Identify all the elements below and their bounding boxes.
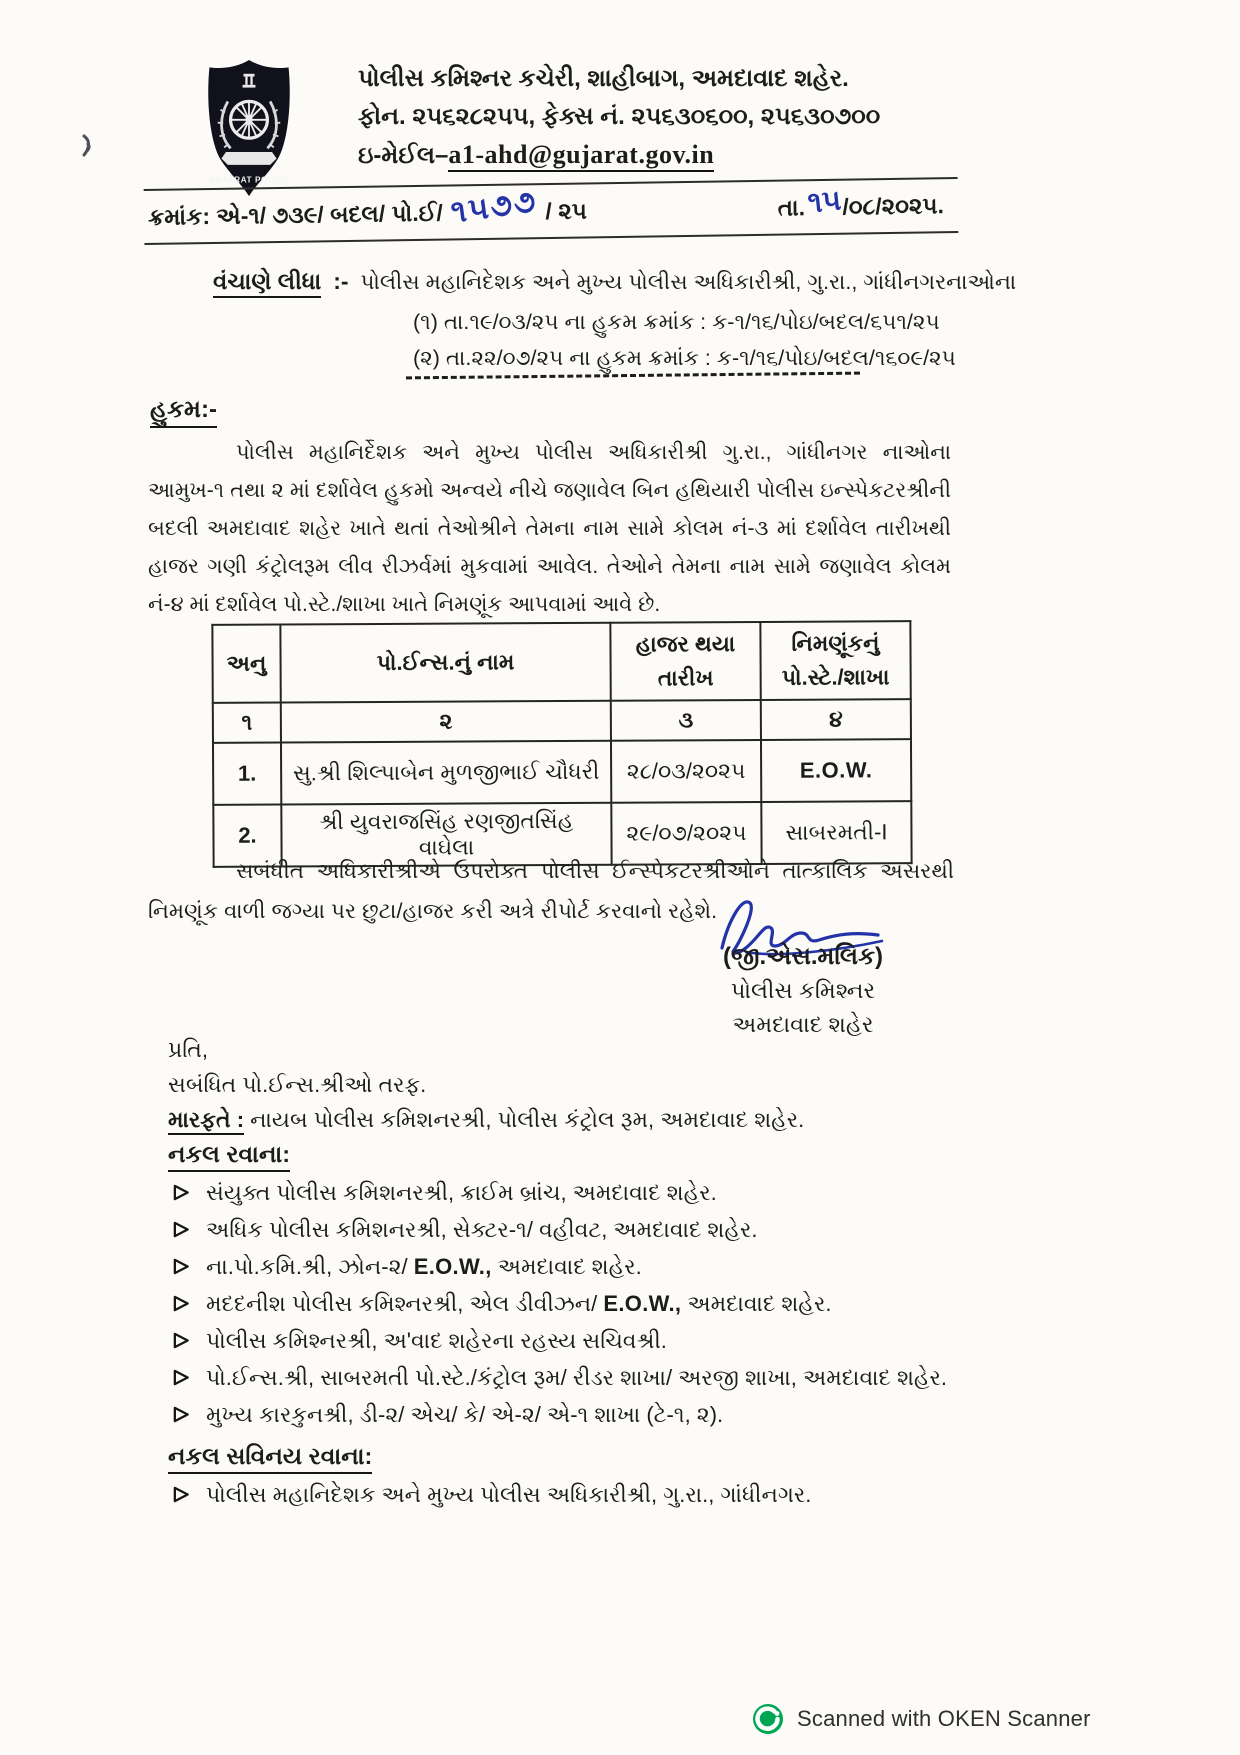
ref-number-prefix: ક્રમાંક: એ-૧/ ૭૩૯/ બદલ/ પો.ઈ/ <box>147 199 443 230</box>
arrow-bullet-icon <box>172 1331 191 1350</box>
office-name: પોલીસ કમિશ્નર કચેરી, શાહીબાગ, અમદાવાદ શહેર. <box>358 65 849 92</box>
row1-posting: E.O.W. <box>761 739 911 802</box>
oken-scanner-icon <box>752 1703 784 1735</box>
letterhead <box>358 60 880 175</box>
column-number-row <box>213 699 911 743</box>
phone-fax-line: ફોન. ૨૫૬૨૮૨૫૫, ફેક્સ નં. ૨૫૬૩૦૬૦૦, ૨૫૬૩૦૭૦૦ <box>358 103 881 130</box>
closing-paragraph: સબંધીત અધિકારીશ્રીએ ઉપરોક્ત પોલીસ ઈન્સ્પેકટરશ્રીઓને તાત્કાલિક અસરથી નિમણૂંક વાળી જગ્યા પર છુટા/હાજર કરી અત્રે રીપોર્ટ કરવાનો રહેશે. <box>148 859 954 923</box>
read-section-label: વંચાણે લીધા <box>213 268 321 298</box>
reference-date <box>777 184 945 223</box>
col-number-3: ૩ <box>611 700 761 741</box>
row1-join-date: ૨૮/૦૩/૨૦૨૫ <box>611 740 761 803</box>
header-serial: અનુ <box>212 624 280 702</box>
respectful-copy-list <box>172 1482 811 1519</box>
order-heading: હુકમ:- <box>150 396 217 428</box>
reference-number <box>147 183 588 234</box>
list-item: પોલીસ કમિશ્નરશ્રી, અ'વાદ શહેરના રહસ્ય સચિવશ્રી. <box>172 1328 947 1365</box>
list-item: પો.ઈન્સ.શ્રી, સાબરમતી પો.સ્ટે./કંટ્રોલ રૂમ/ રીડર શાખા/ અરજી શાખા, અમદાવાદ શહેર. <box>172 1365 947 1402</box>
copy-to-heading: નકલ રવાના: <box>168 1141 290 1172</box>
referred-order-2: (૨) તા.૨૨/૦૭/૨૫ ના હુકમ ક્રમાંક : ક-૧/૧૬/પોઇ/બદલ/૧૬૦૯/૨૫ <box>413 346 956 370</box>
addressee-to: પ્રતિ, <box>168 1037 208 1062</box>
row1-serial: 1. <box>213 742 281 804</box>
wheel-icon <box>231 101 268 138</box>
arrow-bullet-icon <box>172 1368 191 1387</box>
signatory-title: પોલીસ કમિશ્નર <box>730 978 876 1003</box>
ribbon-banner <box>221 152 276 165</box>
gujarat-police-emblem <box>203 55 295 203</box>
scanner-text: Scanned with OKEN Scanner <box>797 1706 1091 1731</box>
header-posting: નિમણૂંકનું પો.સ્ટે./શાખા <box>760 621 910 700</box>
row2-join-date: ૨૯/૦૭/૨૦૨૫ <box>611 802 761 865</box>
arrow-bullet-icon <box>172 1220 191 1239</box>
row2-serial: 2. <box>213 804 281 866</box>
ink-mark <box>80 134 96 158</box>
referred-order-1: (૧) તા.૧૯/૦૩/૨૫ ના હુકમ ક્રમાંક : ક-૧/૧૬/પોઇ/બદલ/૬૫૧/૨૫ <box>413 310 940 334</box>
arrow-bullet-icon <box>172 1183 191 1202</box>
email-label: ઇ-મેઈલ– <box>358 142 449 169</box>
col-number-1: ૧ <box>213 702 281 742</box>
header-join-date: હાજર થયા તારીખ <box>610 622 760 701</box>
ref-number-suffix: / ૨૫ <box>545 197 588 225</box>
list-item: મદદનીશ પોલીસ કમિશ્નરશ્રી, એલ ડીવીઝન/ E.O.W., અમદાવાદ શહેર. <box>172 1291 947 1328</box>
addressee-line: સબંધિત પો.ઈન્સ.શ્રીઓ તરફ. <box>168 1072 427 1097</box>
handwritten-ref-number: ૧૫૭૭ <box>448 183 540 230</box>
list-item: સંયુક્ત પોલીસ કમિશનરશ્રી, ક્રાઈમ બ્રાંચ, અમદાવાદ શહેર. <box>172 1180 947 1217</box>
arrow-bullet-icon <box>172 1485 191 1504</box>
respectful-copy-heading: નકલ સવિનય રવાના: <box>168 1443 372 1474</box>
email-line <box>358 136 880 175</box>
reference-strip <box>144 177 959 245</box>
col-number-2: ૨ <box>281 701 611 743</box>
arrow-bullet-icon <box>172 1257 191 1276</box>
table-header-row <box>212 621 910 703</box>
addressee-block <box>168 1032 804 1137</box>
list-item: ના.પો.કમિ.શ્રી, ઝોન-૨/ E.O.W., અમદાવાદ શહેર. <box>172 1254 947 1291</box>
list-item: અધિક પોલીસ કમિશનરશ્રી, સેક્ટર-૧/ વહીવટ, અમદાવાદ શહેર. <box>172 1217 947 1254</box>
scanner-watermark <box>752 1703 1091 1735</box>
handwritten-date-day: ૧૫ <box>806 184 843 220</box>
arrow-bullet-icon <box>172 1294 191 1313</box>
row2-officer-name: શ્રી યુવરાજસિંહ રણજીતસિંહ વાઘેલા <box>281 803 611 867</box>
date-label: તા. <box>777 194 806 221</box>
logo-text: GUJARAT POLICE <box>208 175 290 185</box>
via-text: નાયબ પોલીસ કમિશનરશ્રી, પોલીસ કંટ્રોલ રૂમ, અમદાવાદ શહેર. <box>250 1107 805 1132</box>
list-item: મુખ્ય કારકુનશ્રી, ડી-૨/ એચ/ કે/ એ-૨/ એ-૧ શાખા (ટે-૧, ૨). <box>172 1402 947 1439</box>
read-section <box>213 268 1016 376</box>
arrow-bullet-icon <box>172 1405 191 1424</box>
order-body-paragraph: પોલીસ મહાનિર્દેશક અને મુખ્ય પોલીસ અધિકારીશ્રી ગુ.રા., ગાંધીનગર નાઓના આમુખ-૧ તથા ૨ માં દર્શાવેલ હુકમો અન્વયે નીચે જણાવેલ બિન હથિયારી પોલીસ ઇન્સ્પેકટરશ્રીની બદલી અમદાવાદ શહેર ખાતે થતાં તેઓશ્રીને તેમના નામ સામે કોલમ નં-૩ માં દર્શાવેલ તારીખથી હાજર ગણી કંટ્રોલરૂમ લીવ રીઝર્વમાં મુકવામાં આવેલ. તેઓને તેમના નામ સામે જણાવેલ કોલમ નં-૪ માં દર્શાવેલ પો.સ્ટે./શાખા ખાતે નિમણૂંક આપવામાં આવે છે. <box>148 441 951 616</box>
email-address: a1-ahd@gujarat.gov.in <box>448 140 714 172</box>
col-number-4: ૪ <box>761 699 911 740</box>
read-section-separator: :- <box>333 268 349 294</box>
copy-to-list <box>172 1180 947 1439</box>
signatory-city: અમદાવાદ શહેર <box>732 1012 874 1037</box>
signatory-name: (જી.એસ.મલિક) <box>723 943 883 970</box>
row2-posting: સાબરમતી-I <box>761 801 911 864</box>
date-rest: /૦૮/૨૦૨૫. <box>842 192 945 220</box>
transfer-table <box>211 620 912 868</box>
table-row <box>213 739 911 805</box>
via-label: મારફતે : <box>168 1107 244 1135</box>
via-line <box>168 1102 804 1137</box>
header-name: પો.ઈન્સ.નું નામ <box>280 623 610 703</box>
row1-officer-name: સુ.શ્રી શિલ્પાબેન મુળજીભાઈ ચૌધરી <box>281 741 611 805</box>
signature-block <box>678 940 928 1042</box>
read-section-intro: પોલીસ મહાનિદેશક અને મુખ્ય પોલીસ અધિકારીશ્રી, ગુ.રા., ગાંધીનગરનાઓના <box>360 270 1017 294</box>
list-item: પોલીસ મહાનિદેશક અને મુખ્ય પોલીસ અધિકારીશ્રી, ગુ.રા., ગાંધીનગર. <box>172 1482 811 1519</box>
